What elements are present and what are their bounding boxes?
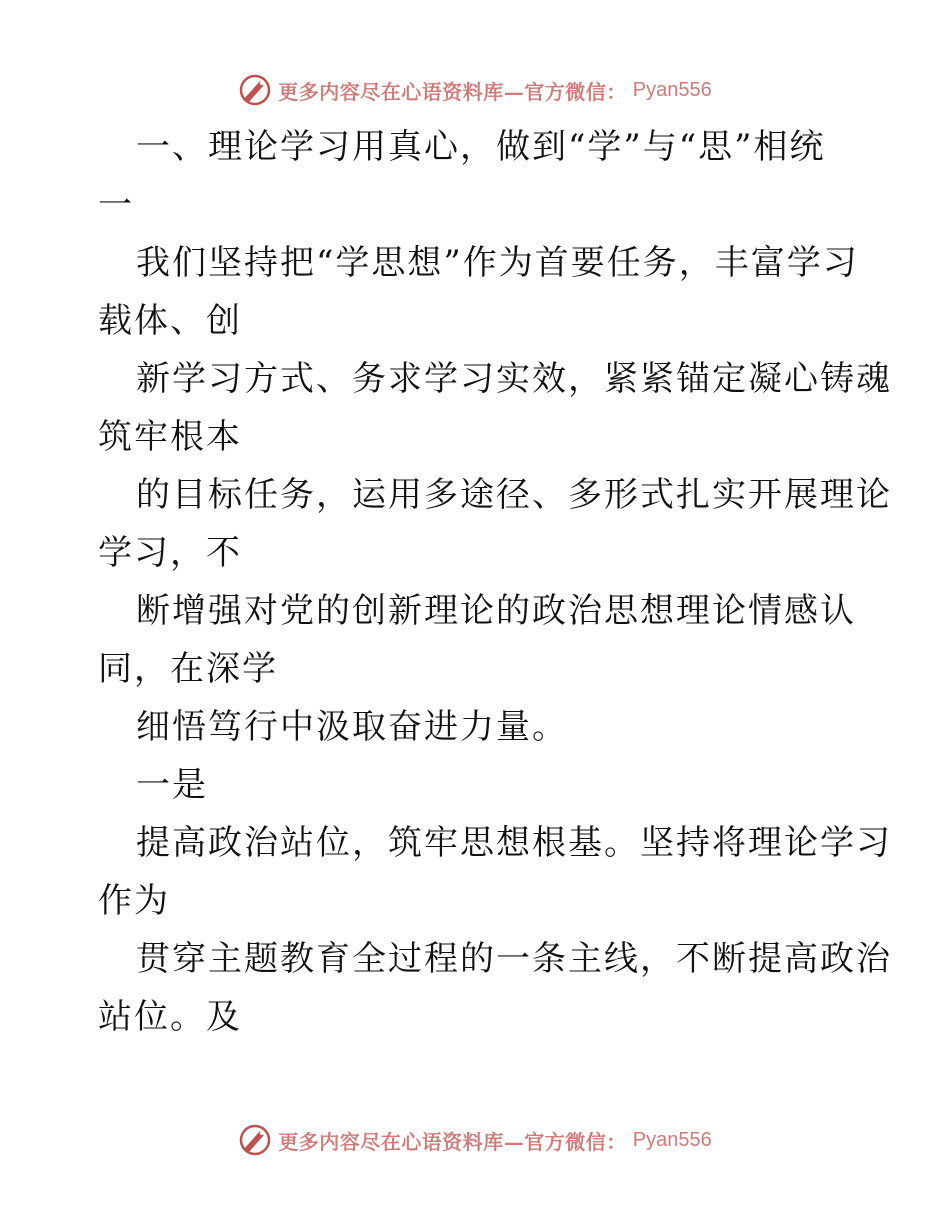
document-body <box>98 118 892 1046</box>
watermark-wechat-id: Pyan556 <box>632 1128 712 1151</box>
watermark-text: 更多内容尽在心语资料库—官方微信： <box>278 1129 627 1154</box>
text-line: 筑牢根本 <box>98 417 242 457</box>
text-line: 的目标任务，运用多途径、多形式扎实开展理论 <box>136 475 892 515</box>
text-line: 我们坚持把“学思想”作为首要任务，丰富学习 <box>136 243 859 283</box>
text-line: 同，在深学 <box>98 649 278 689</box>
pen-logo-icon <box>238 73 272 107</box>
text-line: 一是 <box>136 765 208 805</box>
text-line: 站位。及 <box>98 997 242 1037</box>
pen-logo-icon <box>238 1123 272 1157</box>
watermark-text: 更多内容尽在心语资料库—官方微信： <box>278 79 627 104</box>
watermark-header <box>0 70 950 110</box>
text-line: 断增强对党的创新理论的政治思想理论情感认 <box>136 591 856 631</box>
heading-line: 一、理论学习用真心，做到“学”与“思”相统 <box>136 127 826 167</box>
text-line: 载体、创 <box>98 301 242 341</box>
text-line: 作为 <box>98 881 170 921</box>
watermark-footer <box>0 1120 950 1160</box>
text-line: 细悟笃行中汲取奋进力量。 <box>136 707 568 747</box>
text-line: 提高政治站位，筑牢思想根基。坚持将理论学习 <box>136 823 892 863</box>
watermark-wechat-id: Pyan556 <box>632 78 712 101</box>
text-line: 一 <box>98 185 134 225</box>
text-line: 新学习方式、务求学习实效，紧紧锚定凝心铸魂 <box>136 359 892 399</box>
text-line: 贯穿主题教育全过程的一条主线，不断提高政治 <box>136 939 892 979</box>
text-line: 学习，不 <box>98 533 242 573</box>
